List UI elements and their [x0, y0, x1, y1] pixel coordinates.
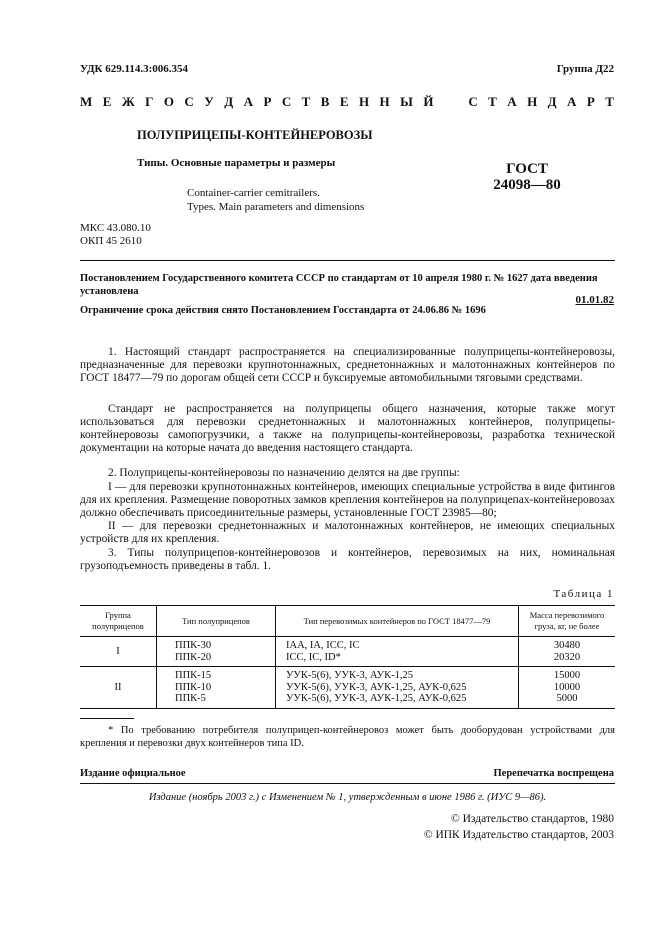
table-row	[80, 667, 615, 709]
banner-letter: О	[163, 94, 174, 109]
classification-codes	[80, 222, 151, 248]
cell-mass: 5000	[556, 693, 578, 704]
cell-container: IAA, IA, ICC, IC	[286, 640, 360, 651]
cell-mass: 20320	[553, 651, 581, 663]
banner-letter: А	[567, 94, 577, 109]
table-label: Таблица 1	[553, 588, 614, 600]
banner-letter: Т	[605, 94, 614, 109]
banner-letter: Г	[145, 94, 154, 109]
edition-note: Издание (ноябрь 2003 г.) с Изменением № 1, утвержденным в июне 1986 г. (ИУС 9—86).	[148, 792, 547, 803]
document-subtitle: Типы. Основные параметры и размеры	[137, 157, 336, 169]
cell-container: УУК-5(6), УУК-3, АУК-1,25, АУК-0,625	[286, 681, 467, 693]
banner-letter: Д	[547, 94, 557, 109]
paragraph-4: I — для перевозки крупнотоннажных контейнеров, имеющих специальные устройства в виде фитингов для их крепления. Размещение поворотных замков крепления контейнеров на полуприцепах-контейнеровозах должно обеспечивать присоединительные размеры, установленные ГОСТ 23985—80;	[80, 481, 615, 519]
gost-label: ГОСТ	[506, 161, 548, 177]
banner-letter: У	[204, 94, 214, 109]
header-containers: Тип перевозимых контейнеров по ГОСТ 18477—79	[276, 606, 519, 637]
english-title-line: Types. Main parameters and dimensions	[187, 201, 365, 213]
cell-type: ППК-30	[175, 640, 212, 651]
banner-letter: Н	[358, 94, 370, 109]
banner-letter: Р	[263, 94, 272, 109]
mks-code: МКС 43.080.10	[80, 222, 151, 234]
cell-mass: 30480	[553, 640, 581, 651]
banner-letter: С	[184, 94, 194, 109]
english-title	[187, 186, 364, 214]
banner-letter: Ы	[400, 94, 413, 109]
paragraph-3: 2. Полуприцепы-контейнеровозы по назначению делятся на две группы:	[108, 467, 460, 479]
banner-letter: А	[507, 94, 517, 109]
banner-letter: М	[80, 94, 93, 109]
limit-removed-text: Ограничение срока действия снято Постановлением Госстандарта от 24.06.86 № 1696	[80, 305, 486, 316]
cell-group: II	[80, 667, 157, 709]
cell-mass: 15000	[553, 670, 581, 681]
cell-type: ППК-10	[175, 681, 212, 693]
banner-letter: С	[468, 94, 478, 109]
table-header-row	[80, 606, 615, 637]
banner-letter: Т	[488, 94, 497, 109]
paragraph-2: Стандарт не распространяется на полуприцепы общего назначения, которые также могут использоваться для перевозки среднетоннажных и малотоннажных контейнеров, полуприцепы-контейнеровозы самопогрузчики, а также на полуприцепы-контейнеровозы, разработка технической документации на которые начата до введения настоящего стандарта.	[80, 403, 615, 454]
banner-letter: Е	[102, 94, 112, 109]
cell-type: ППК-5	[175, 693, 206, 704]
banner-letter: А	[243, 94, 253, 109]
official-edition-label: Издание официальное	[80, 768, 186, 779]
cell-type: ППК-20	[175, 651, 212, 663]
introduction-date: 01.01.82	[575, 294, 614, 306]
banner-letter: Д	[224, 94, 234, 109]
cell-types	[157, 637, 276, 667]
group-code: Группа Д22	[556, 63, 614, 75]
copyright-line: © Издательство стандартов, 1980	[450, 813, 614, 825]
cell-container: УУК-5(6), УУК-3, АУК-1,25	[286, 670, 413, 681]
banner-letter: Н	[527, 94, 538, 109]
paragraph-1: 1. Настоящий стандарт распространяется на специализированные полуприцепы-контейнеровозы, предназначенные для перевозки крупнотоннажных, среднетоннажных и малотоннажных контейнеров по ГОСТ 18477—79 по дорогам общей сети СССР и буксируемые автомобильными тяговыми средствами.	[80, 346, 615, 384]
banner-letter: В	[320, 94, 330, 109]
banner-letter: Е	[339, 94, 349, 109]
cell-type: ППК-15	[175, 670, 212, 681]
footnote-divider	[80, 718, 134, 719]
cell-container: УУК-5(6), УУК-3, АУК-1,25, АУК-0,625	[286, 693, 467, 704]
header-mass: Масса перевозимого груза, кг, не более	[519, 606, 616, 637]
banner-letter: Ж	[121, 94, 135, 109]
reprint-prohibited-label: Перепечатка воспрещена	[493, 768, 614, 779]
standard-banner	[80, 94, 614, 110]
cell-containers	[276, 667, 519, 709]
paragraph-5: II — для перевозки среднетоннажных и малотоннажных контейнеров, не имеющих специальных устройств для их крепления.	[80, 520, 615, 545]
copyright-line: © ИПК Издательство стандартов, 2003	[423, 829, 614, 841]
cell-group: I	[80, 637, 157, 667]
english-title-line: Container-carrier cemitrailers.	[187, 187, 320, 199]
banner-letter: Р	[586, 94, 595, 109]
banner-letter: Й	[423, 94, 434, 109]
header-group: Группа полуприцепов	[80, 606, 157, 637]
divider	[80, 260, 615, 261]
cell-container: ICC, IC, ID*	[286, 651, 341, 663]
cell-masses	[519, 667, 616, 709]
banner-letter: Н	[379, 94, 390, 109]
cell-types	[157, 667, 276, 709]
cell-masses	[519, 637, 616, 667]
types-table	[80, 605, 615, 709]
table-footnote: * По требованию потребителя полуприцеп-контейнеровоз может быть дооборудован устройствами для крепления и перевозки двух контейнеров типа ID.	[80, 725, 615, 749]
banner-gap	[444, 94, 458, 110]
gost-number: 24098—80	[493, 177, 561, 193]
banner-letter: С	[281, 94, 292, 109]
banner-letter: Т	[301, 94, 311, 109]
header-type: Тип полуприцепов	[157, 606, 276, 637]
paragraph-6: 3. Типы полуприцепов-контейнеровозов и контейнеров, перевозимых на них, номинальная грузоподъемность приведены в табл. 1.	[80, 547, 615, 572]
document-title: ПОЛУПРИЦЕПЫ-КОНТЕЙНЕРОВОЗЫ	[137, 128, 373, 142]
okp-code: ОКП 45 2610	[80, 235, 142, 247]
gost-designation	[489, 161, 565, 193]
table-row	[80, 637, 615, 667]
udk-code: УДК 629.114.3:006.354	[80, 63, 189, 75]
cell-mass: 10000	[553, 681, 581, 693]
cell-containers	[276, 637, 519, 667]
divider	[80, 783, 615, 784]
resolution-text: Постановлением Государственного комитета СССР по стандартам от 10 апреля 1980 г. № 1627 дата введения установлена	[80, 273, 598, 297]
